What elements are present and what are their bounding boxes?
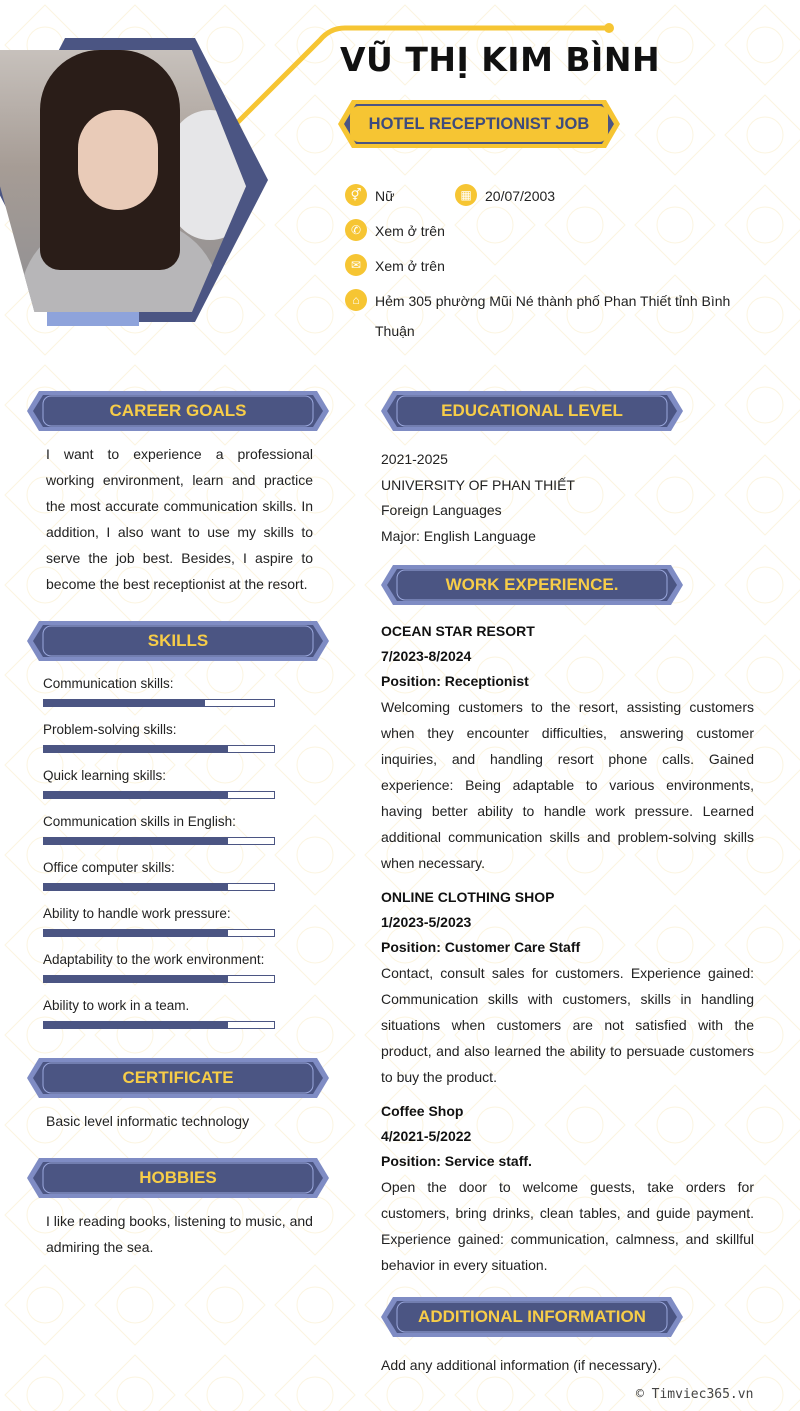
skill-level-fill [44, 884, 228, 890]
photo-bottom-accent [47, 312, 139, 326]
skill-item [43, 950, 278, 996]
skill-level-bar [43, 791, 275, 799]
skill-level-fill [44, 930, 228, 936]
skill-item [43, 674, 278, 720]
skill-level-bar [43, 745, 275, 753]
job-position: Position: Receptionist [381, 673, 529, 689]
job-company: OCEAN STAR RESORT [381, 623, 535, 639]
skill-item [43, 812, 278, 858]
phone-row [345, 219, 745, 254]
skill-level-fill [44, 976, 228, 982]
skill-level-bar [43, 699, 275, 707]
address-value: Hẻm 305 phường Mũi Né thành phố Phan Thiết tỉnh Bình Thuận [375, 293, 731, 339]
job-period: 7/2023-8/2024 [381, 648, 472, 664]
contact-info [345, 184, 745, 346]
skill-level-fill [44, 746, 228, 752]
email-value: Xem ở trên [375, 258, 445, 274]
footer-credit: © Timviec365.vn [636, 1387, 754, 1402]
skill-level-bar [43, 975, 275, 983]
phone-value: Xem ở trên [375, 223, 445, 239]
education-faculty: Foreign Languages [381, 502, 502, 518]
job-period: 1/2023-5/2023 [381, 914, 472, 930]
skill-item [43, 766, 278, 812]
skill-level-fill [44, 1022, 228, 1028]
work-experience-title: WORK EXPERIENCE. [445, 575, 619, 594]
skills-title: SKILLS [147, 631, 209, 650]
job-entry [381, 885, 754, 1090]
education-period: 2021-2025 [381, 451, 448, 467]
skill-label: Communication skills: [43, 676, 174, 691]
skill-level-fill [44, 792, 228, 798]
education-header [379, 389, 685, 433]
certificate-text: Basic level informatic technology [46, 1113, 250, 1129]
job-description: Open the door to welcome guests, take orders for customers, bring drinks, clean tables, and guide payment. Experience gained: communication, calmness, and skillful behavior in every situation. [381, 1179, 754, 1273]
skill-item [43, 996, 278, 1042]
job-title: HOTEL RECEPTIONIST JOB [368, 115, 590, 133]
phone-icon: ✆ [345, 219, 367, 241]
avatar [0, 30, 270, 330]
hobbies-header [25, 1156, 331, 1200]
job-description: Welcoming customers to the resort, assisting customers when they encounter difficulties, answering customer inquiries, and handling resort phone calls. Gained experience: Being adaptable to various environments, having better ability to handle work pressure. Learned additional communication skills and problem-solving skills when necessary. [381, 699, 754, 871]
address-row [345, 289, 745, 346]
education-major: Major: English Language [381, 527, 536, 544]
job-position: Position: Service staff. [381, 1153, 532, 1169]
skill-label: Office computer skills: [43, 860, 175, 875]
job-company: ONLINE CLOTHING SHOP [381, 889, 555, 905]
skill-item [43, 904, 278, 950]
skill-item [43, 720, 278, 766]
additional-info-header [379, 1295, 685, 1339]
hobbies-title: HOBBIES [139, 1168, 217, 1187]
email-row [345, 254, 745, 289]
certificate-header [25, 1056, 331, 1100]
additional-info-text: Add any additional information (if necessary). [381, 1357, 662, 1373]
education-details [381, 447, 575, 549]
skill-label: Adaptability to the work environment: [43, 952, 265, 967]
job-company: Coffee Shop [381, 1103, 464, 1119]
skill-level-bar [43, 883, 275, 891]
skill-label: Ability to handle work pressure: [43, 906, 231, 921]
skill-level-bar [43, 929, 275, 937]
photo-person-face [78, 110, 158, 210]
skill-level-bar [43, 1021, 275, 1029]
calendar-icon: ▦ [455, 184, 477, 206]
email-icon: ✉ [345, 254, 367, 276]
job-position: Position: Customer Care Staff [381, 939, 581, 955]
birthday-value: 20/07/2003 [485, 188, 556, 204]
job-title-badge [328, 96, 630, 152]
gender-birthday-row [345, 184, 745, 219]
skill-label: Ability to work in a team. [43, 998, 190, 1013]
candidate-name: VŨ THỊ KIM BÌNH [340, 40, 661, 79]
home-icon: ⌂ [345, 289, 367, 311]
gender-value: Nữ [375, 188, 395, 204]
job-entry [381, 619, 754, 876]
skill-level-fill [44, 700, 205, 706]
skill-label: Problem-solving skills: [43, 722, 177, 737]
job-description: Contact, consult sales for customers. Experience gained: Communication skills with customers, skills in handling situations when customers are not satisfied with the product, and also learned the ability to persuade customers to buy the product. [381, 965, 754, 1085]
career-goals-text: I want to experience a professional working environment, learn and practice the most accurate communication skills. In addition, I also want to use my skills to serve the job best. Besides, I aspire to become the best receptionist at the resort. [46, 446, 313, 592]
job-period: 4/2021-5/2022 [381, 1128, 472, 1144]
skill-level-fill [44, 838, 228, 844]
career-goals-header [25, 389, 331, 433]
career-goals-title: CAREER GOALS [109, 401, 247, 420]
skill-level-bar [43, 837, 275, 845]
skills-header [25, 619, 331, 663]
certificate-title: CERTIFICATE [122, 1068, 234, 1087]
skill-label: Quick learning skills: [43, 768, 167, 783]
hobbies-text: I like reading books, listening to music, and admiring the sea. [46, 1213, 313, 1255]
skill-item [43, 858, 278, 904]
education-school: UNIVERSITY OF PHAN THIẾT [381, 476, 575, 493]
gender-icon: ⚥ [345, 184, 367, 206]
skills-list [43, 674, 278, 1042]
work-experience-header [379, 563, 685, 607]
education-title: EDUCATIONAL LEVEL [441, 401, 623, 420]
additional-info-title: ADDITIONAL INFORMATION [418, 1307, 646, 1326]
job-entry [381, 1099, 754, 1278]
skill-label: Communication skills in English: [43, 814, 236, 829]
